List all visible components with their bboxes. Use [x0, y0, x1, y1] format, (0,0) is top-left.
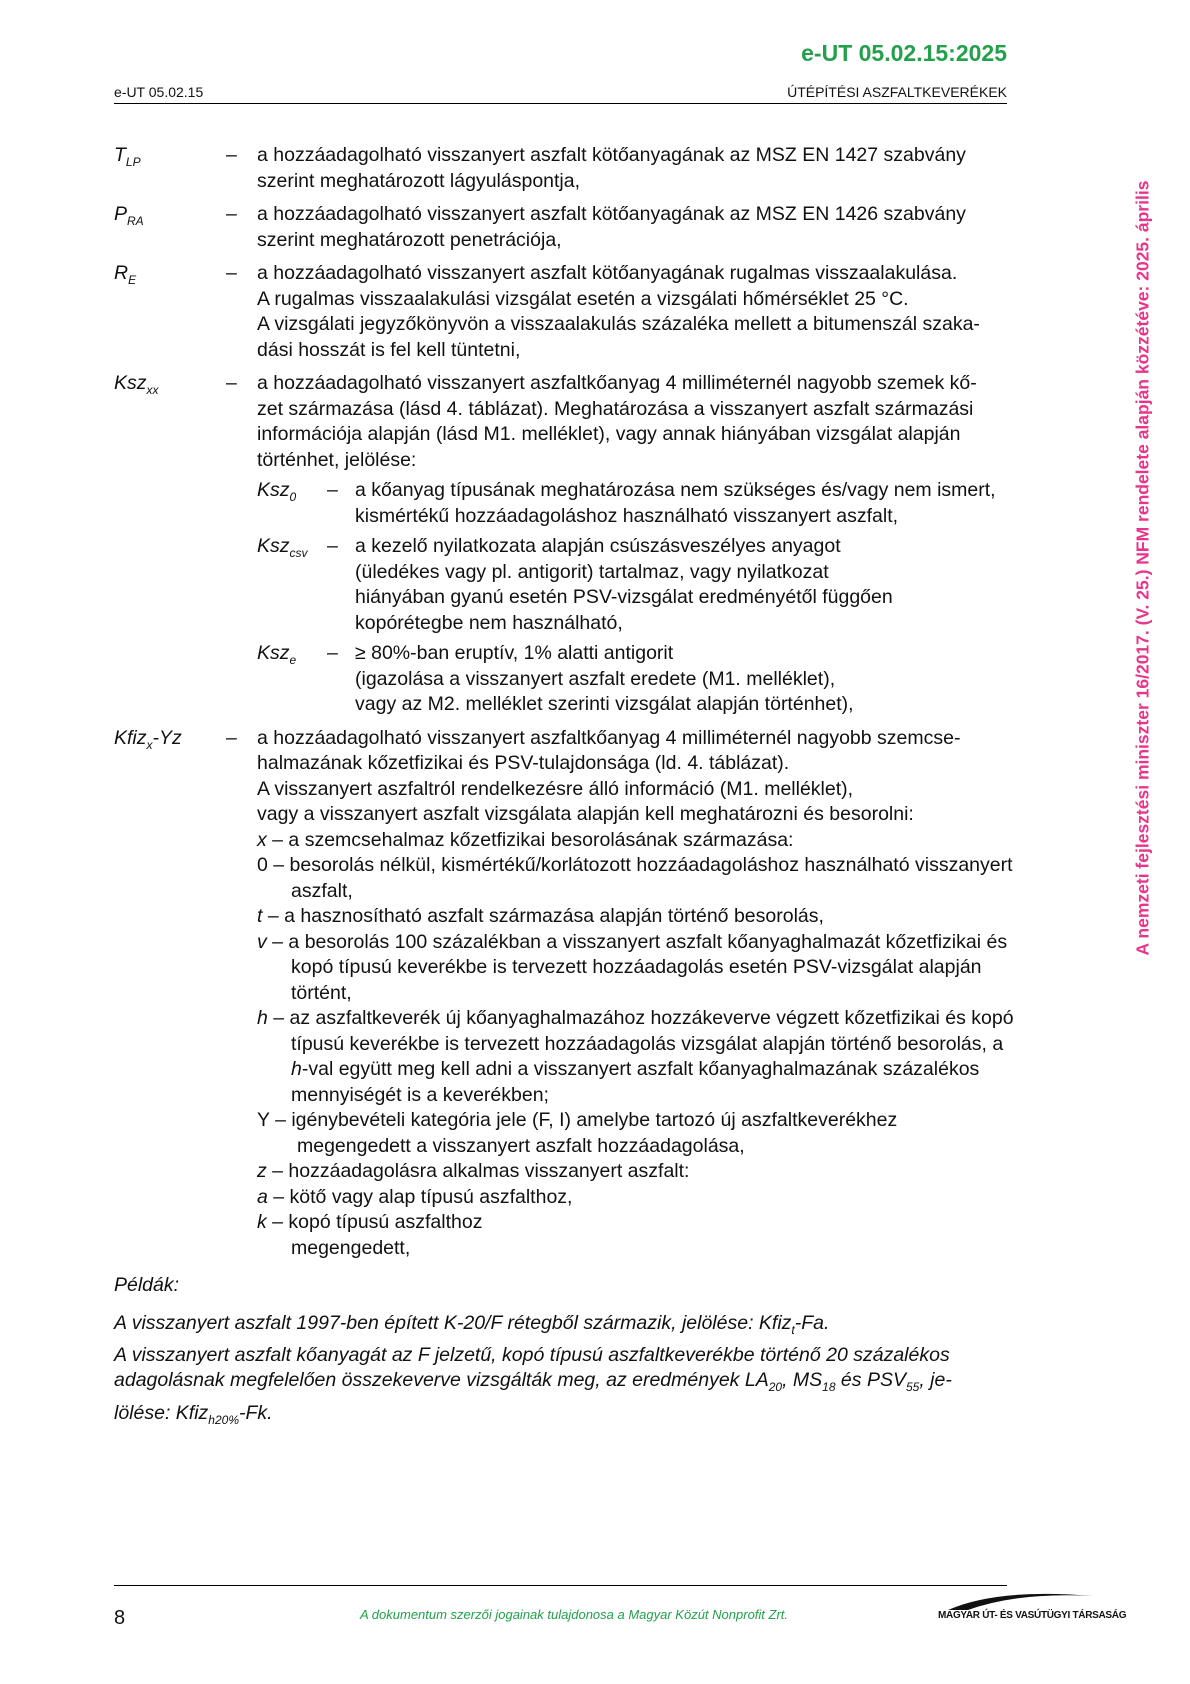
definition-re: [114, 261, 1014, 363]
symbol-ksz: Ksz$_{xx}$: [114, 372, 159, 397]
definition-text: a hozzáadagolható visszanyert aszfalt kötőanyagának az MSZ EN 1427 szabvány szerint meghatározott lágyuláspontja,: [257, 144, 966, 192]
sub-text: a kezelő nyilatkozata alapján csúszásveszélyes anyagot (üledékes vagy pl. antigorit) tartalmaz, vagy nyilatkozat hiányában gyanú esetén PSV-vizsgálat eredményétől függően kopórétegbe nem használható,: [355, 535, 893, 634]
sub-symbol: Ksz$_0$: [257, 479, 297, 504]
examples-title: Példák:: [114, 1274, 180, 1296]
dash: –: [226, 144, 237, 166]
definition-text: a hozzáadagolható visszanyert aszfalt kötőanyagának rugalmas visszaalakulása. A rugalmas visszaalakulási vizsgálat esetén a vizsgálati hőmérséklet 25 °C. A vizsgálati jegyzőkönyvön a visszaalakulás százaléka mellett a bitumenszál szaka- dási hosszát is fel kell tüntetni,: [257, 262, 980, 361]
definition-text: a hozzáadagolható visszanyert aszfaltkőanyag 4 milliméternél nagyobb szemcse- halmazának kőzetfizikai és PSV-tulajdonsága (ld. 4. táblázat). A visszanyert aszfaltról rendelkezésre álló információ (M1. melléklet), vagy a visszanyert aszfalt vizsgálata alapján kell meghatározni és besorolni: x – a szemcsehalmaz kőzetfizikai besorolásának származása: 0 – besorolás nélkül, kismértékű/korlátozott hozzáadagoláshoz használható visszanyert aszfalt, t – a hasznosítható aszfalt származása alapján történő besorolás, v – a besorolás 100 százalékban a visszanyert aszfalt kőanyaghalmazát kőzetfizikai és kopó típusú keverékbe is tervezett hozzáadagolás esetén PSV-vizsgálat alapján történt, h – az aszfaltkeverék új kőanyaghalmazához hozzákeverve végzett kőzetfizikai és kopó típusú keverékbe is tervezett hozzáadagolás vizsgálat alapján történő besorolás, a h-val együtt meg kell adni a visszanyert aszfalt kőanyaghalmazának százalékos mennyiségét is a keverékben; Y – igénybevételi kategória jele (F, I) amelybe tartozó új aszfaltkeverékhez megengedett a visszanyert aszfalt hozzáadagolása, z – hozzáadagolásra alkalmas visszanyert aszfalt: a – kötő vagy alap típusú aszfalthoz, k – kopó típusú aszfalthoz megengedett,: [257, 726, 1014, 1262]
symbol-kfiz: Kfiz$_x$-Yz: [114, 726, 182, 752]
symbol-pra: $P_{RA}$: [114, 203, 144, 228]
dash: –: [226, 262, 237, 284]
definition-text: a hozzáadagolható visszanyert aszfaltkőanyag 4 milliméternél nagyobb szemek kő- zet származása (lásd 4. táblázat). Meghatározása a visszanyert aszfalt származási információja alapján (lásd M1. melléklet), vagy annak hiányában vizsgálat alapján történhet, jelölése: Ksz$_0$ – a kőanyag típusának meghatározása nem szükséges és/vagy nem ismert, kismértékű hozzáadagoláshoz használható visszanyert aszfalt, Ksz$_{csv}$ – a kezelő nyilatkozata alapján csúszásveszélyes anyagot (üledékes vagy pl. antigorit) tartalmaz, vagy nyilatkozat hiányában gyanú esetén PSV-vizsgálat eredményétől függően kopórétegbe nem használható, Ksz$_e$ – ≥ 80%-ban eruptív, 1% alatti antigorit (igazolása a visszanyert aszfalt eredete (M1. melléklet), vagy az M2. melléklet szerinti vizsgálat alapján történhet),: [257, 371, 1014, 718]
definition-kfiz: [114, 726, 1014, 1262]
header-rule: [114, 103, 1007, 104]
dash: –: [226, 726, 237, 749]
document-code-stamp: e-UT 05.02.15:2025: [801, 40, 1007, 66]
x-item-0: 0 – besorolás nélkül, kismértékű/korlátozott hozzáadagoláshoz használható visszanyert aszfalt,: [257, 854, 1013, 902]
sub-text: a kőanyag típusának meghatározása nem szükséges és/vagy nem ismert, kismértékű hozzáadagoláshoz használható visszanyert aszfalt,: [355, 479, 996, 527]
definition-pra: [114, 202, 1014, 253]
examples-text: [114, 1311, 1014, 1434]
z-end: megengedett,: [291, 1236, 411, 1259]
dash: –: [327, 642, 338, 664]
y-heading: Y – igénybevételi kategória jele (F, I) amelybe tartozó új aszfaltkeverékhez megengedett a visszanyert aszfalt hozzáadagolása,: [257, 1109, 898, 1157]
definition-tlp: [114, 143, 1014, 194]
x-heading: x – a szemcsehalmaz kőzetfizikai besorolásának származása:: [257, 828, 794, 851]
sub-text: ≥ 80%-ban eruptív, 1% alatti antigorit (igazolása a visszanyert aszfalt eredete (M1. melléklet), vagy az M2. melléklet szerinti vizsgálat alapján történhet),: [355, 642, 854, 715]
definition-ksz: [114, 371, 1014, 718]
ksz-item-e: [257, 641, 1014, 718]
header-left: e-UT 05.02.15: [114, 84, 204, 100]
side-note: A nemzeti fejlesztési miniszter 16/2017. (V. 25.) NFM rendelete alapján közzétéve: 2025. április: [1132, 180, 1153, 956]
sub-symbol: Ksz$_e$: [257, 642, 297, 667]
example-2-line-2: adagolásnak megfelelően összekeverve vizsgálták meg, az eredmények $LA_{20}$, $MS_{18}$ és $PSV_{55}$, je-: [114, 1369, 952, 1395]
symbol-re: $R_E$: [114, 262, 137, 287]
example-1: A visszanyert aszfalt 1997-ben épített K-20/F rétegből származik, jelölése: Kfiz$_t$-Fa.: [114, 1311, 830, 1337]
x-item-v: v – a besorolás 100 százalékban a visszanyert aszfalt kőanyaghalmazát kőzetfizikai és kopó típusú keverékbe is tervezett hozzáadagolás esetén PSV-vizsgálat alapján történt,: [257, 930, 1008, 1004]
example-2-line-1: A visszanyert aszfalt kőanyagát az F jelzetű, kopó típusú aszfaltkeverékbe történő 20 százalékos: [114, 1343, 950, 1366]
symbol-tlp: $T_{LP}$: [114, 144, 141, 169]
definition-text: a hozzáadagolható visszanyert aszfalt kötőanyagának az MSZ EN 1426 szabvány szerint meghatározott penetrációja,: [257, 203, 966, 251]
copyright-notice: A dokumentum szerzői jogainak tulajdonosa a Magyar Közút Nonprofit Zrt.: [360, 1607, 789, 1622]
z-item-a: a – kötő vagy alap típusú aszfalthoz,: [257, 1185, 573, 1208]
x-item-t: t – a hasznosítható aszfalt származása alapján történő besorolás,: [257, 905, 824, 927]
page-content: [114, 143, 1014, 1433]
company-logo-text: MAGYAR ÚT- ÉS VASÚTÜGYI TÁRSASÁG: [938, 1610, 1127, 1621]
ksz-item-0: [257, 478, 1014, 529]
footer-rule: [114, 1585, 1007, 1586]
dash: –: [327, 535, 338, 557]
dash: –: [226, 372, 237, 394]
z-item-k: k – kopó típusú aszfalthoz: [257, 1211, 483, 1233]
ksz-item-csv: [257, 534, 1014, 636]
page-number: 8: [114, 1607, 126, 1629]
sub-symbol: Ksz$_{csv}$: [257, 535, 308, 560]
z-heading: z – hozzáadagolásra alkalmas visszanyert aszfalt:: [257, 1160, 690, 1182]
x-item-h: h – az aszfaltkeverék új kőanyaghalmazához hozzákeverve végzett kőzetfizikai és kopó típusú keverékbe is tervezett hozzáadagolás vizsgálat alapján történő besorolás, a h-val együtt meg kell adni a visszanyert aszfalt kőanyaghalmazának százalékos mennyiségét is a keverékben;: [257, 1007, 1014, 1106]
header-right: ÚTÉPÍTÉSI ASZFALTKEVERÉKEK: [787, 84, 1007, 100]
dash: –: [327, 479, 338, 501]
dash: –: [226, 203, 237, 225]
example-2-line-3: lölése: Kfiz$_{h20\%}$-Fk.: [114, 1401, 273, 1427]
